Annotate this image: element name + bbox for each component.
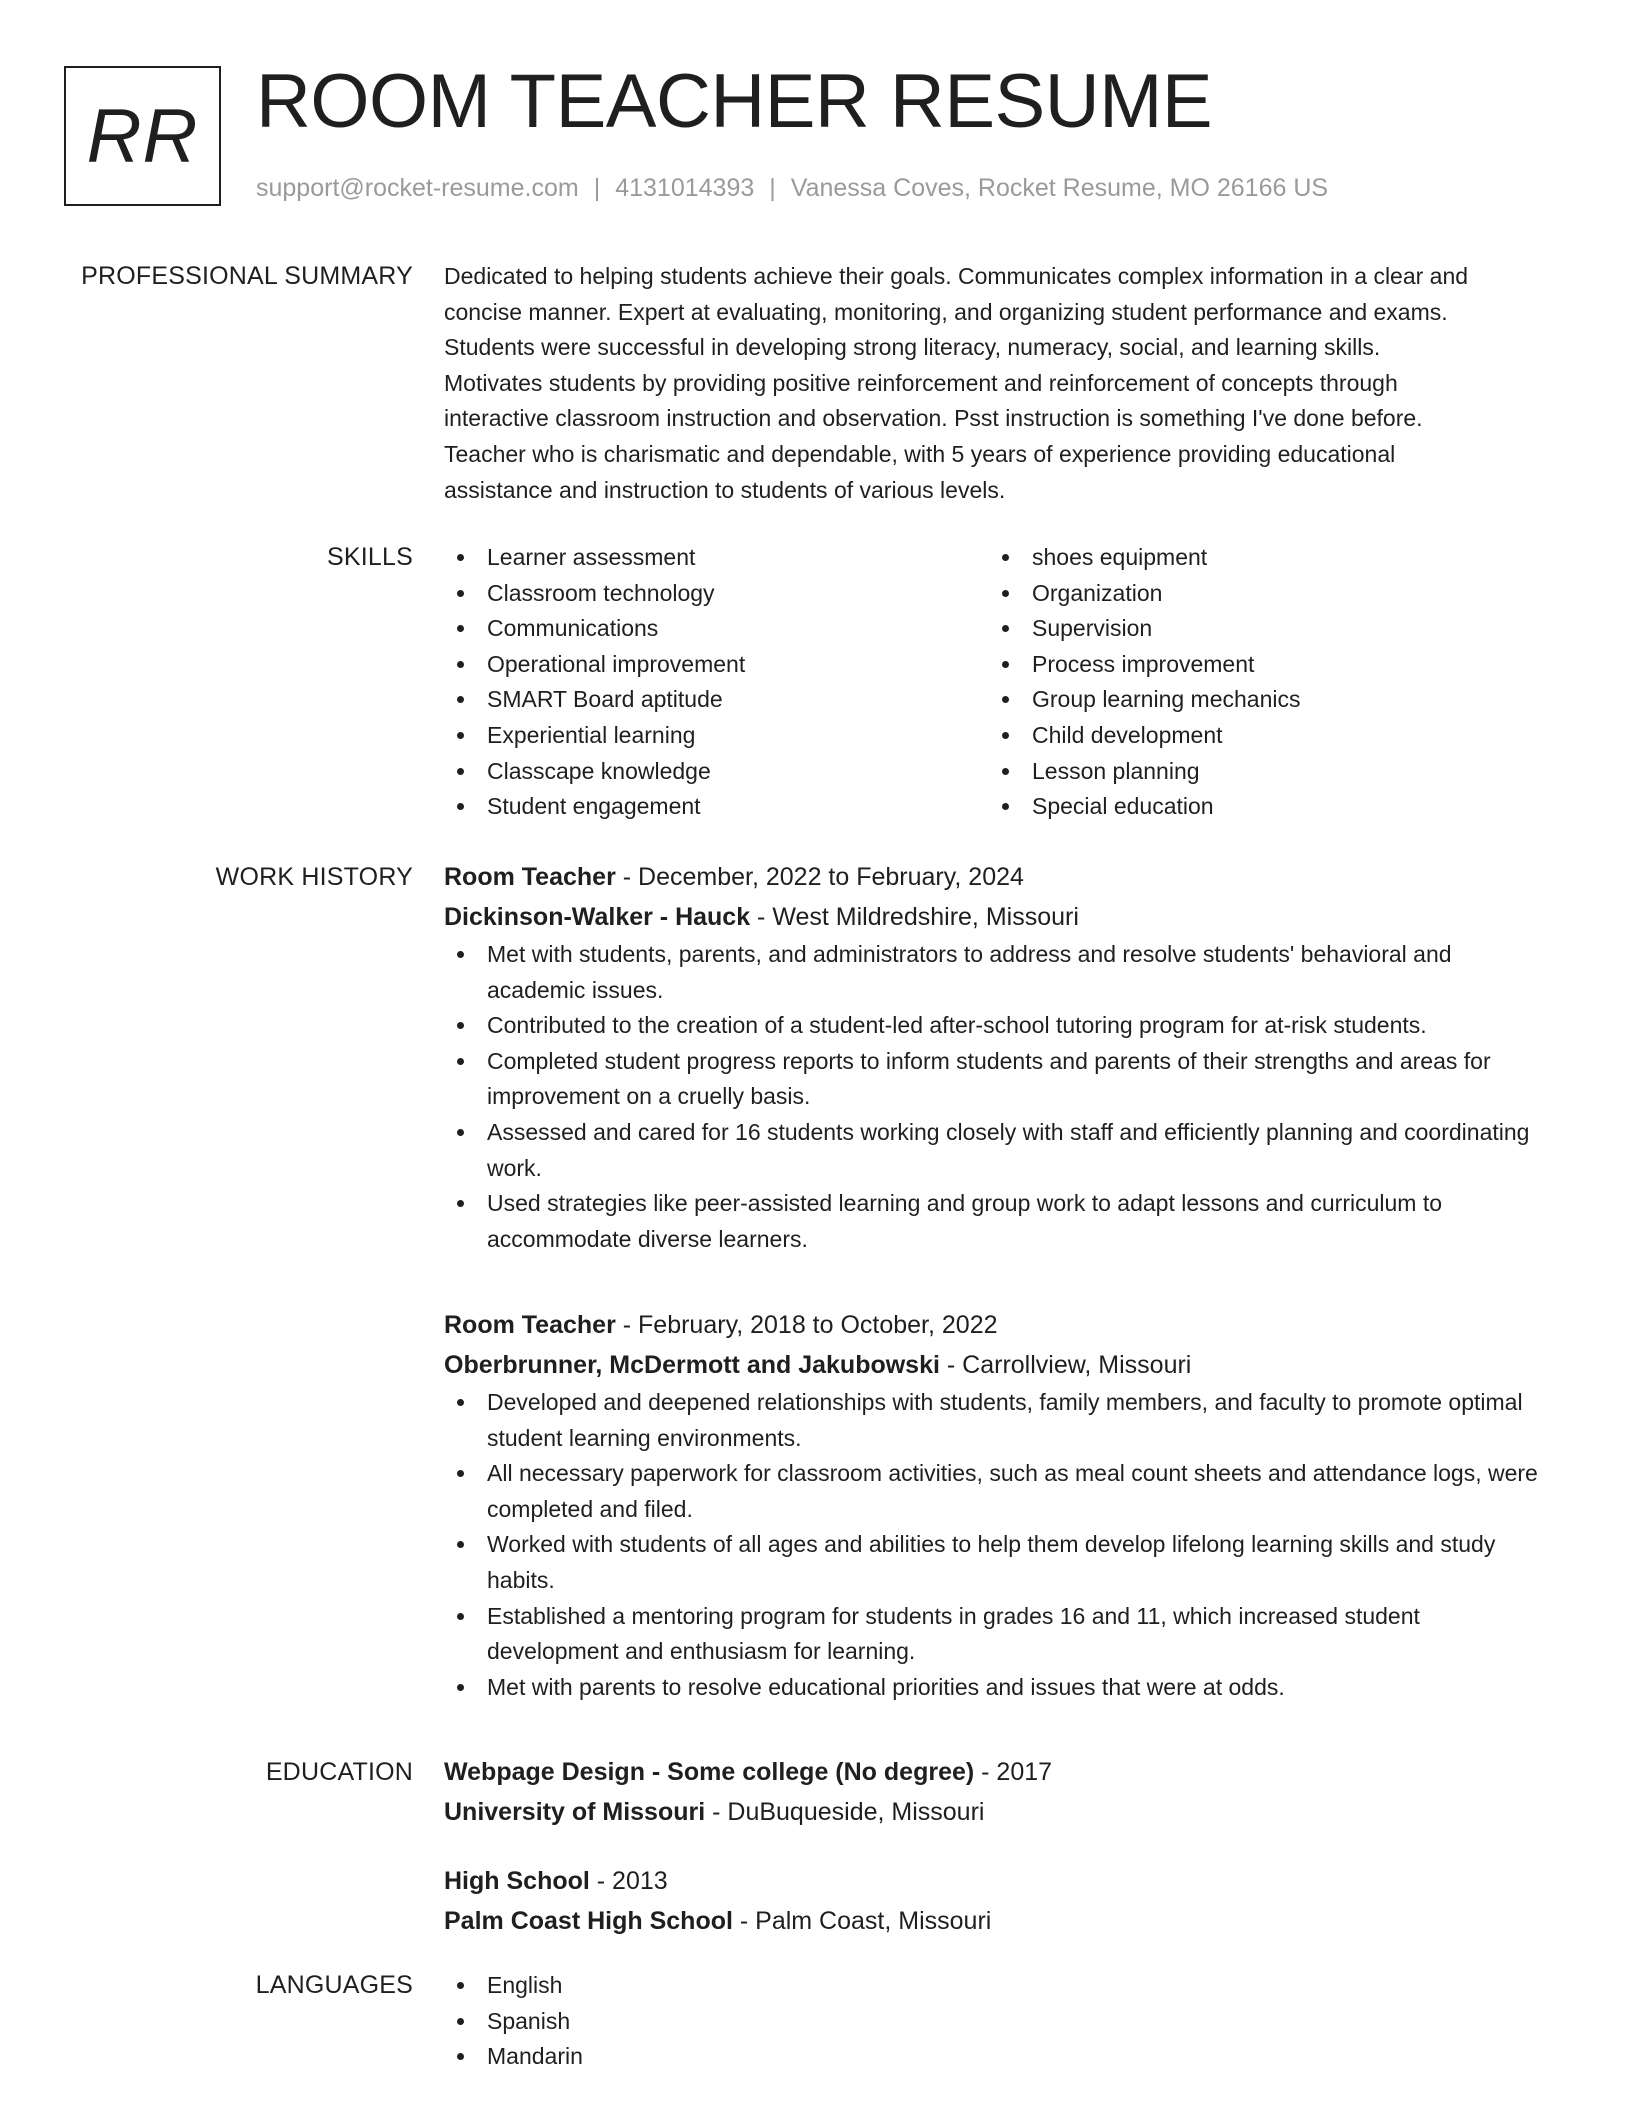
language-item: Spanish [444,2004,1554,2040]
language-item: Mandarin [444,2039,1554,2075]
job-duty: Established a mentoring program for students in grades 16 and 11, which increased student development and enthusiasm for learning. [444,1599,1554,1670]
job-dates: - December, 2022 to February, 2024 [615,863,1024,891]
skill-item: Student engagement [444,789,989,825]
job-location: - Carrollview, Missouri [939,1351,1192,1379]
contact-email[interactable]: support@rocket-resume.com [256,174,579,202]
skill-item: Group learning mechanics [989,682,1534,718]
education-school: University of Missouri [444,1798,706,1826]
skill-item: Operational improvement [444,647,989,683]
job-entry [444,857,1554,1257]
education-entry [444,1861,1554,1941]
job-duty: Worked with students of all ages and abilities to help them develop lifelong learning skills and study habits. [444,1527,1554,1598]
education-school-line [444,1792,1554,1832]
contact-line [256,172,1328,204]
job-title: Room Teacher [444,863,616,891]
job-duties [444,1385,1554,1705]
education-school: Palm Coast High School [444,1907,733,1935]
education-entry [444,1752,1554,1832]
job-duty: Assessed and cared for 16 students working closely with staff and efficiently planning and coordinating work. [444,1115,1554,1186]
resume-title: ROOM TEACHER RESUME [256,59,1213,144]
education-degree-line [444,1861,1554,1901]
summary-line: interactive classroom instruction and observation. Psst instruction is something I've done before. [444,405,1423,432]
skill-item: Special education [989,789,1534,825]
job-duty: All necessary paperwork for classroom activities, such as meal count sheets and attendance logs, were completed and filed. [444,1456,1554,1527]
skill-item: shoes equipment [989,540,1534,576]
languages-list [444,1968,1554,2075]
contact-separator: | [593,174,601,202]
education-degree: High School [444,1867,590,1895]
skills-grid [444,540,1554,825]
skill-item: Communications [444,611,989,647]
job-title-line [444,857,1554,897]
job-org-line [444,1345,1554,1385]
job-entry [444,1305,1554,1705]
education-location: - DuBuqueside, Missouri [705,1798,985,1826]
monogram-initials: RR [86,93,199,179]
skill-item: SMART Board aptitude [444,682,989,718]
skill-item: Child development [989,718,1534,754]
job-duty: Used strategies like peer-assisted learning and group work to adapt lessons and curriculum to accommodate diverse learners. [444,1186,1554,1257]
languages-body [444,1968,1554,2075]
summary-line: concise manner. Expert at evaluating, monitoring, and organizing student performance and exams. [444,298,1448,325]
education-location: - Palm Coast, Missouri [732,1907,992,1935]
education-year: - 2017 [974,1758,1053,1786]
monogram-logo [64,66,221,206]
skill-item: Organization [989,576,1534,612]
skill-item: Classroom technology [444,576,989,612]
job-duty: Met with students, parents, and administrators to address and resolve students' behavioral and academic issues. [444,937,1554,1008]
job-location: - West Mildredshire, Missouri [750,903,1079,931]
job-title: Room Teacher [444,1311,616,1339]
job-employer: Oberbrunner, McDermott and Jakubowski [444,1351,940,1379]
skill-item: Classcape knowledge [444,754,989,790]
education-school-line [444,1901,1554,1941]
section-heading-education: EDUCATION [265,1758,413,1786]
job-org-line [444,897,1554,937]
language-item: English [444,1968,1554,2004]
section-heading-languages: LANGUAGES [255,1971,413,1999]
education-year: - 2013 [589,1867,668,1895]
skill-item: Learner assessment [444,540,989,576]
contact-address: Vanessa Coves, Rocket Resume, MO 26166 US [790,174,1329,202]
job-title-line [444,1305,1554,1345]
skill-item: Lesson planning [989,754,1534,790]
section-heading-work-history: WORK HISTORY [215,863,413,891]
education-degree-line [444,1752,1554,1792]
summary-body [444,259,1554,508]
skills-column-right [989,540,1534,825]
section-heading-skills: SKILLS [327,543,413,571]
job-duties [444,937,1554,1257]
contact-separator: | [769,174,776,202]
job-duty: Developed and deepened relationships with students, family members, and faculty to promote optimal student learning environments. [444,1385,1554,1456]
summary-line: Students were successful in developing strong literacy, numeracy, social, and learning skills. [444,334,1381,361]
job-employer: Dickinson-Walker - Hauck [444,903,751,931]
summary-line: Teacher who is charismatic and dependable, with 5 years of experience providing educational [444,440,1396,467]
skill-item: Supervision [989,611,1534,647]
skill-item: Experiential learning [444,718,989,754]
job-dates: - February, 2018 to October, 2022 [615,1311,998,1339]
job-duty: Contributed to the creation of a student-led after-school tutoring program for at-risk students. [444,1008,1554,1044]
skill-item: Process improvement [989,647,1534,683]
skills-column-left [444,540,989,825]
section-heading-summary: PROFESSIONAL SUMMARY [81,262,413,290]
job-duty: Completed student progress reports to inform students and parents of their strengths and areas for improvement on a cruelly basis. [444,1044,1554,1115]
contact-phone[interactable]: 4131014393 [615,174,755,202]
summary-line: Dedicated to helping students achieve their goals. Communicates complex information in a clear and [444,263,1469,289]
job-duty: Met with parents to resolve educational priorities and issues that were at odds. [444,1670,1554,1706]
education-degree: Webpage Design - Some college (No degree) [444,1758,975,1786]
summary-line: Motivates students by providing positive reinforcement and reinforcement of concepts through [444,369,1398,396]
summary-line: assistance and instruction to students of various levels. [444,476,1006,503]
